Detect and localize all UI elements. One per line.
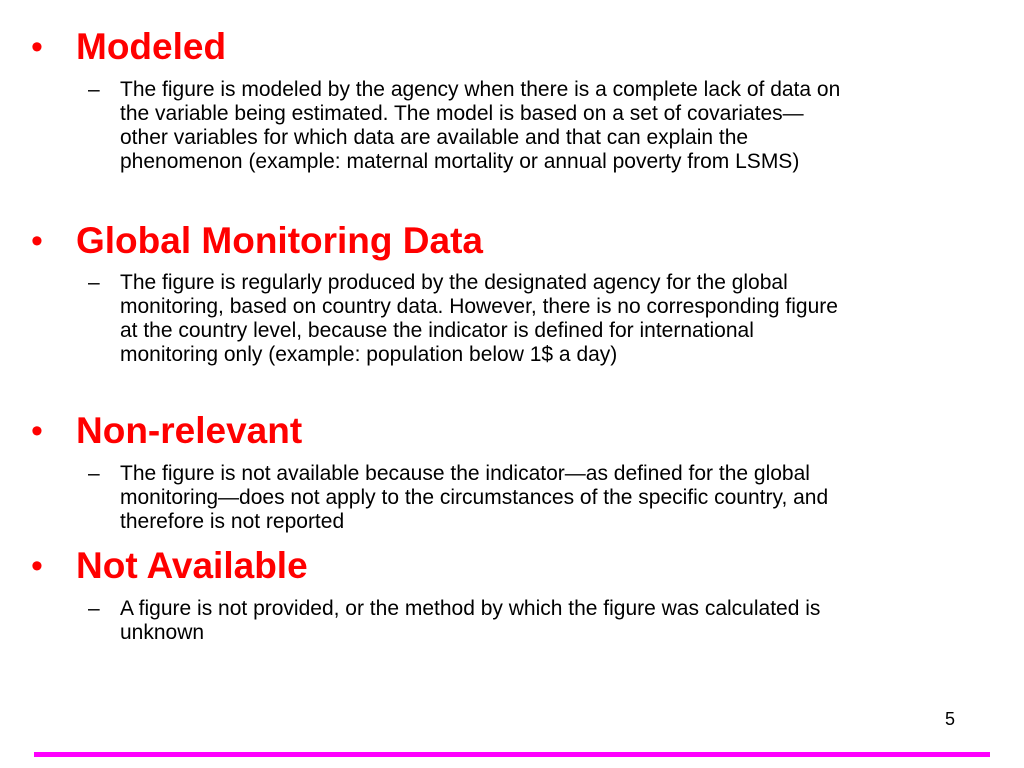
bullet-row [0, 216, 1024, 266]
dash-icon: – [88, 271, 100, 294]
section-heading: Not Available [76, 545, 308, 586]
body-text [120, 78, 1010, 174]
body-line: at the country level, because the indicator is defined for international [120, 319, 754, 342]
body-line: unknown [120, 621, 205, 644]
section-heading: Global Monitoring Data [76, 220, 483, 261]
body-line: The figure is modeled by the agency when there is a complete lack of data on [120, 78, 841, 101]
body-line: the variable being estimated. The model is based on a set of covariates— [120, 102, 804, 125]
body-line: other variables for which data are available and that can explain the [120, 126, 749, 149]
bullet-row [0, 406, 1024, 456]
page-number: 5 [945, 709, 956, 729]
body-line: therefore is not reported [120, 510, 345, 533]
body-text [120, 462, 1010, 534]
body-line: monitoring—does not apply to the circumstances of the specific country, and [120, 486, 829, 509]
bullet-icon: • [31, 28, 43, 66]
body-line: monitoring only (example: population below 1$ a day) [120, 343, 618, 366]
section-heading: Non-relevant [76, 410, 303, 451]
bullet-icon: • [31, 547, 43, 585]
body-line: The figure is regularly produced by the designated agency for the global [120, 271, 788, 294]
bullet-icon: • [31, 222, 43, 260]
bullet-icon: • [31, 412, 43, 450]
body-line: phenomenon (example: maternal mortality or annual poverty from LSMS) [120, 150, 800, 173]
bullet-row [0, 541, 1024, 591]
body-line: monitoring, based on country data. However, there is no corresponding figure [120, 295, 838, 318]
body-line: A figure is not provided, or the method by which the figure was calculated is [120, 597, 821, 620]
footer-divider [34, 752, 990, 757]
section-heading: Modeled [76, 26, 227, 67]
body-text [120, 271, 1010, 367]
dash-icon: – [88, 462, 100, 485]
dash-icon: – [88, 78, 100, 101]
body-text [120, 597, 1010, 645]
bullet-row [0, 22, 1024, 72]
body-line: The figure is not available because the indicator—as defined for the global [120, 462, 810, 485]
dash-icon: – [88, 597, 100, 620]
